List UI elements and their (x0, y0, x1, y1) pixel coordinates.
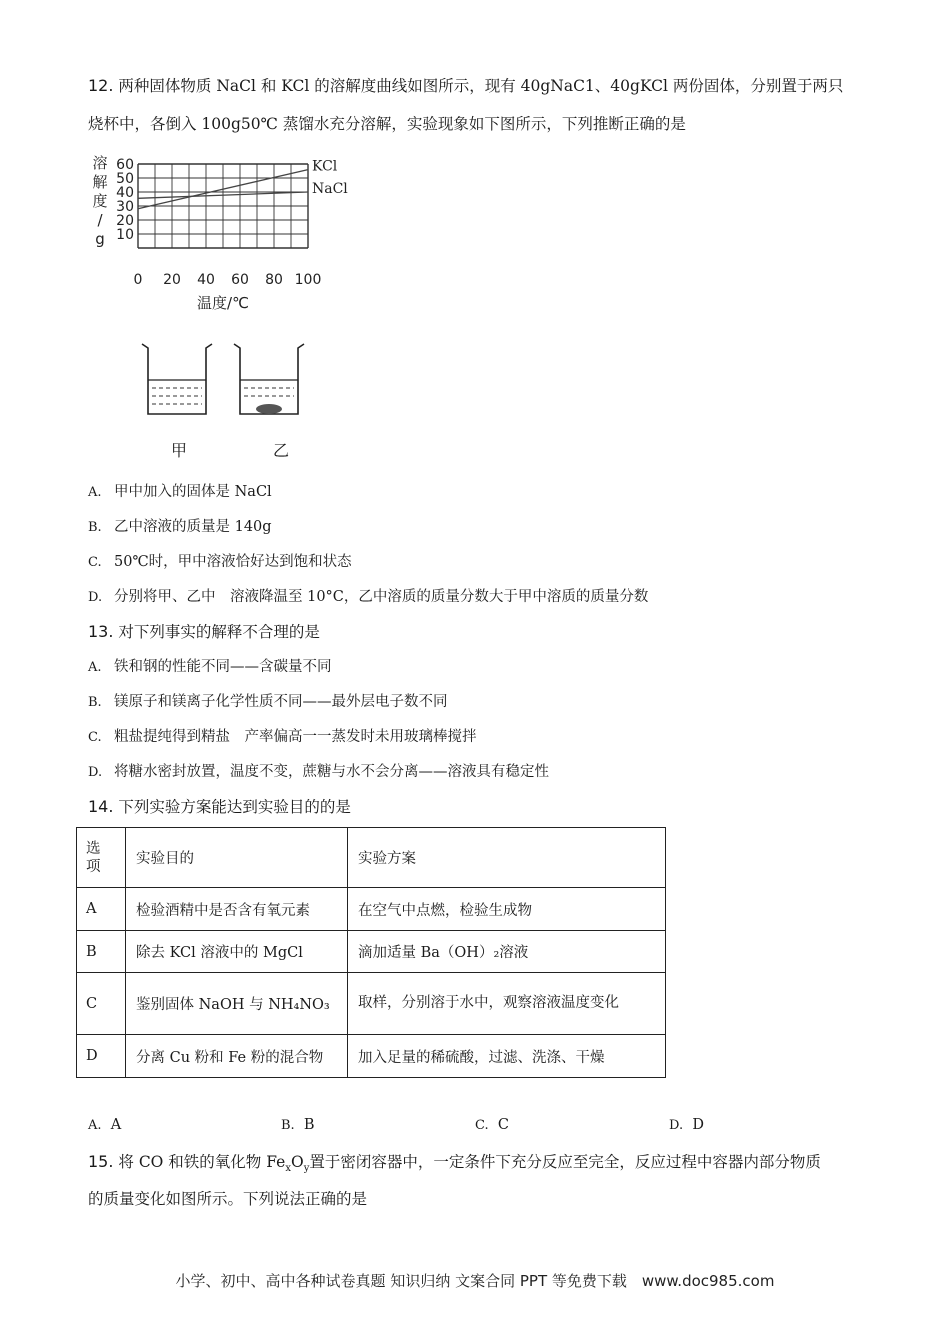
table-cell: C (77, 973, 126, 1035)
x-tick-label: 100 (294, 272, 322, 288)
y-tick-label: 40 (116, 185, 134, 201)
table-cell: 鉴别固体 NaOH 与 NH₄NO₃ (126, 973, 348, 1035)
q15-number: 15. (88, 1152, 114, 1171)
x-tick-label: 60 (231, 272, 249, 288)
solubility-chart (86, 150, 356, 320)
q12-option-c: C. 50℃时，甲中溶液恰好达到饱和状态 (88, 554, 352, 570)
table-cell: D (77, 1035, 126, 1078)
table-row (77, 931, 666, 973)
beaker-label-yi: 乙 (273, 441, 290, 460)
q12-number: 12. (88, 76, 114, 95)
chart-grid (138, 164, 308, 248)
q14-table (76, 827, 666, 1078)
series-label-kcl: KCl (312, 158, 338, 175)
y-axis-label-char: g (95, 230, 105, 248)
q14-answer-a: A. A (88, 1117, 122, 1133)
table-cell: 分离 Cu 粉和 Fe 粉的混合物 (126, 1035, 348, 1078)
q12-stem-line1 (88, 76, 843, 96)
q12-option-d: D. 分别将甲、乙中 溶液降温至 10°C，乙中溶质的质量分数大于甲中溶质的质量分数 (88, 589, 649, 605)
y-tick-label: 50 (116, 171, 134, 187)
table-cell: 滴加适量 Ba（OH）₂溶液 (348, 931, 666, 973)
x-axis-label: 温度/℃ (197, 294, 249, 312)
q13-option-c: C. 粗盐提纯得到精盐 产率偏高一一蒸发时未用玻璃棒搅拌 (88, 729, 477, 745)
beaker-jia (142, 344, 212, 414)
q12-stem-line2 (88, 114, 686, 134)
table-row (77, 888, 666, 931)
page-footer: 小学、初中、高中各种试卷真题 知识归纳 文案合同 PPT 等免费下载 www.doc985.com (175, 1272, 775, 1290)
x-tick-label: 0 (133, 272, 143, 288)
table-header-cell: 实验方案 (348, 828, 666, 888)
x-tick-label: 80 (265, 272, 283, 288)
y-axis-label-char: 度 (92, 192, 108, 210)
x-tick-label: 20 (163, 272, 181, 288)
table-row (77, 973, 666, 1035)
undissolved-solid (256, 404, 282, 414)
y-tick-label: 30 (116, 199, 134, 215)
q12-option-b: B. 乙中溶液的质量是 140g (88, 519, 272, 535)
q13-option-d: D. 将糖水密封放置，温度不变，蔗糖与水不会分离——溶液具有稳定性 (88, 764, 549, 780)
y-axis-label-char: 溶 (92, 154, 108, 172)
q12-option-a: A. 甲中加入的固体是 NaCl (88, 484, 272, 500)
y-tick-label: 60 (116, 157, 134, 173)
series-label-nacl: NaCl (312, 181, 348, 197)
table-cell: 在空气中点燃，检验生成物 (348, 888, 666, 931)
beaker-label-jia: 甲 (171, 441, 188, 460)
table-header-row (77, 828, 666, 888)
q14-number: 14. (88, 797, 114, 816)
beaker-illustration (130, 338, 340, 420)
q14-answer-b: B. B (281, 1117, 315, 1133)
q12-stem-text-2: 烧杯中，各倒入 100g50℃ 蒸馏水充分溶解，实验现象如下图所示，下列推断正确的是 (88, 115, 686, 133)
y-tick-label: 20 (116, 213, 134, 229)
table-row (77, 1035, 666, 1078)
table-cell: 取样，分别溶于水中，观察溶液温度变化 (348, 973, 666, 1035)
table-cell: 除去 KCl 溶液中的 MgCl (126, 931, 348, 973)
x-tick-label: 40 (197, 272, 215, 288)
q12-stem-text-1: 两种固体物质 NaCl 和 KCl 的溶解度曲线如图所示，现有 40gNaC1、40gKCl 两份固体，分别置于两只 (118, 77, 844, 95)
q14-answer-d: D. D (669, 1117, 704, 1133)
y-axis-label-char: / (97, 211, 103, 229)
q14-answer-c: C. C (475, 1117, 509, 1133)
table-cell: 加入足量的稀硫酸，过滤、洗涤、干燥 (348, 1035, 666, 1078)
table-cell: B (77, 931, 126, 973)
table-cell: A (77, 888, 126, 931)
table-header-cell: 选项 (77, 828, 126, 888)
table-cell: 检验酒精中是否含有氧元素 (126, 888, 348, 931)
q15-stem-line1: 15. 将 CO 和铁的氧化物 $Fe_xO_y$置于密闭容器中，一定条件下充分反应至完全，反应过程中容器内部分物质 (88, 1152, 821, 1175)
q13-option-a: A. 铁和钢的性能不同——含碳量不同 (88, 659, 332, 675)
q13-stem: 13. 对下列事实的解释不合理的是 (88, 622, 320, 641)
q13-option-b: B. 镁原子和镁离子化学性质不同——最外层电子数不同 (88, 694, 448, 710)
q13-number: 13. (88, 622, 114, 641)
q14-stem: 14. 下列实验方案能达到实验目的的是 (88, 797, 351, 816)
beaker-yi (234, 344, 304, 414)
y-tick-label: 10 (116, 227, 134, 243)
table-header-cell: 实验目的 (126, 828, 348, 888)
y-axis-label-char: 解 (92, 173, 108, 191)
q15-stem-line2: 的质量变化如图所示。下列说法正确的是 (88, 1190, 368, 1208)
